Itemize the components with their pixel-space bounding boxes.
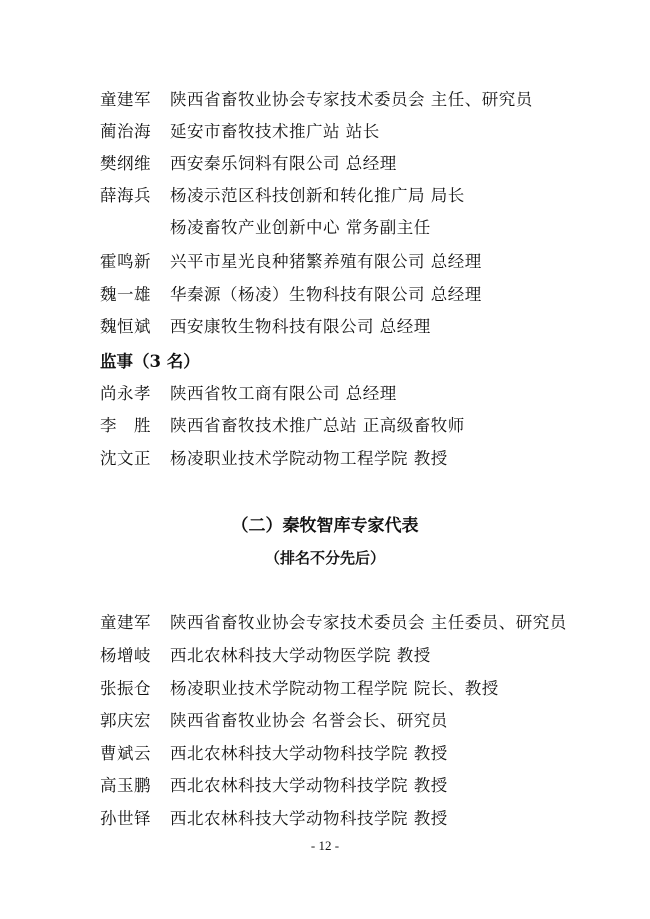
person-name: 曹斌云 [100, 744, 151, 763]
list-item [100, 281, 482, 309]
person-name: 童建军 [100, 90, 151, 109]
person-affiliation: 西北农林科技大学动物科技学院 教授 [170, 744, 448, 763]
person-name: 蔺治海 [100, 122, 151, 141]
person-affiliation: 陕西省畜牧业协会专家技术委员会 主任委员、研究员 [170, 613, 567, 632]
person-name: 高玉鹏 [100, 776, 151, 795]
list-item [100, 805, 448, 833]
person-affiliation: 杨凌职业技术学院动物工程学院 院长、教授 [170, 679, 499, 698]
person-affiliation: 陕西省畜牧业协会专家技术委员会 主任、研究员 [170, 90, 533, 109]
list-item [100, 118, 380, 146]
person-name: 霍鸣新 [100, 252, 151, 271]
person-affiliation: 西北农林科技大学动物科技学院 教授 [170, 776, 448, 795]
person-name: 魏一雄 [100, 285, 151, 304]
list-item [100, 380, 397, 408]
person-name: 张振仓 [100, 679, 151, 698]
person-name: 郭庆宏 [100, 711, 151, 730]
person-name: 孙世铎 [100, 809, 151, 828]
person-name: 沈文正 [100, 449, 151, 468]
list-item [100, 412, 465, 440]
person-name: 樊纲维 [100, 154, 151, 173]
list-item [100, 313, 431, 341]
person-name: 尚永孝 [100, 384, 151, 403]
person-affiliation: 杨凌职业技术学院动物工程学院 教授 [170, 449, 448, 468]
list-item [100, 772, 448, 800]
list-item [100, 675, 499, 703]
list-item [100, 445, 448, 473]
page-number: - 12 - [310, 838, 340, 853]
person-affiliation: 华秦源（杨凌）生物科技有限公司 总经理 [170, 285, 482, 304]
person-affiliation: 西北农林科技大学动物医学院 教授 [170, 646, 431, 665]
person-affiliation: 陕西省畜牧业协会 名誉会长、研究员 [170, 711, 448, 730]
list-item [100, 86, 533, 114]
list-item [100, 248, 482, 276]
list-item [100, 214, 431, 242]
list-item [100, 609, 567, 637]
person-affiliation: 延安市畜牧技术推广站 站长 [170, 122, 380, 141]
list-item [100, 182, 465, 210]
person-name: 魏恒斌 [100, 317, 151, 336]
person-affiliation: 西安康牧生物科技有限公司 总经理 [170, 317, 431, 336]
person-affiliation: 杨凌示范区科技创新和转化推广局 局长 [170, 186, 465, 205]
person-name: 薛海兵 [100, 186, 151, 205]
person-affiliation: 西北农林科技大学动物科技学院 教授 [170, 809, 448, 828]
list-item [100, 707, 448, 735]
section-title: （二）秦牧智库专家代表 [231, 516, 419, 536]
person-affiliation: 西安秦乐饲料有限公司 总经理 [170, 154, 397, 173]
list-item [100, 642, 431, 670]
person-affiliation: 陕西省牧工商有限公司 总经理 [170, 384, 397, 403]
list-item [100, 740, 448, 768]
person-affiliation: 陕西省畜牧技术推广总站 正高级畜牧师 [170, 416, 465, 435]
supervisors-heading: 监事（3 名） [100, 352, 200, 371]
person-name: 童建军 [100, 613, 151, 632]
person-affiliation: 兴平市星光良种猪繁养殖有限公司 总经理 [170, 252, 482, 271]
section-subtitle: （排名不分先后） [264, 549, 385, 567]
person-affiliation: 杨凌畜牧产业创新中心 常务副主任 [170, 218, 431, 237]
person-name: 李 胜 [100, 416, 151, 435]
list-item [100, 150, 397, 178]
person-name: 杨增岐 [100, 646, 151, 665]
